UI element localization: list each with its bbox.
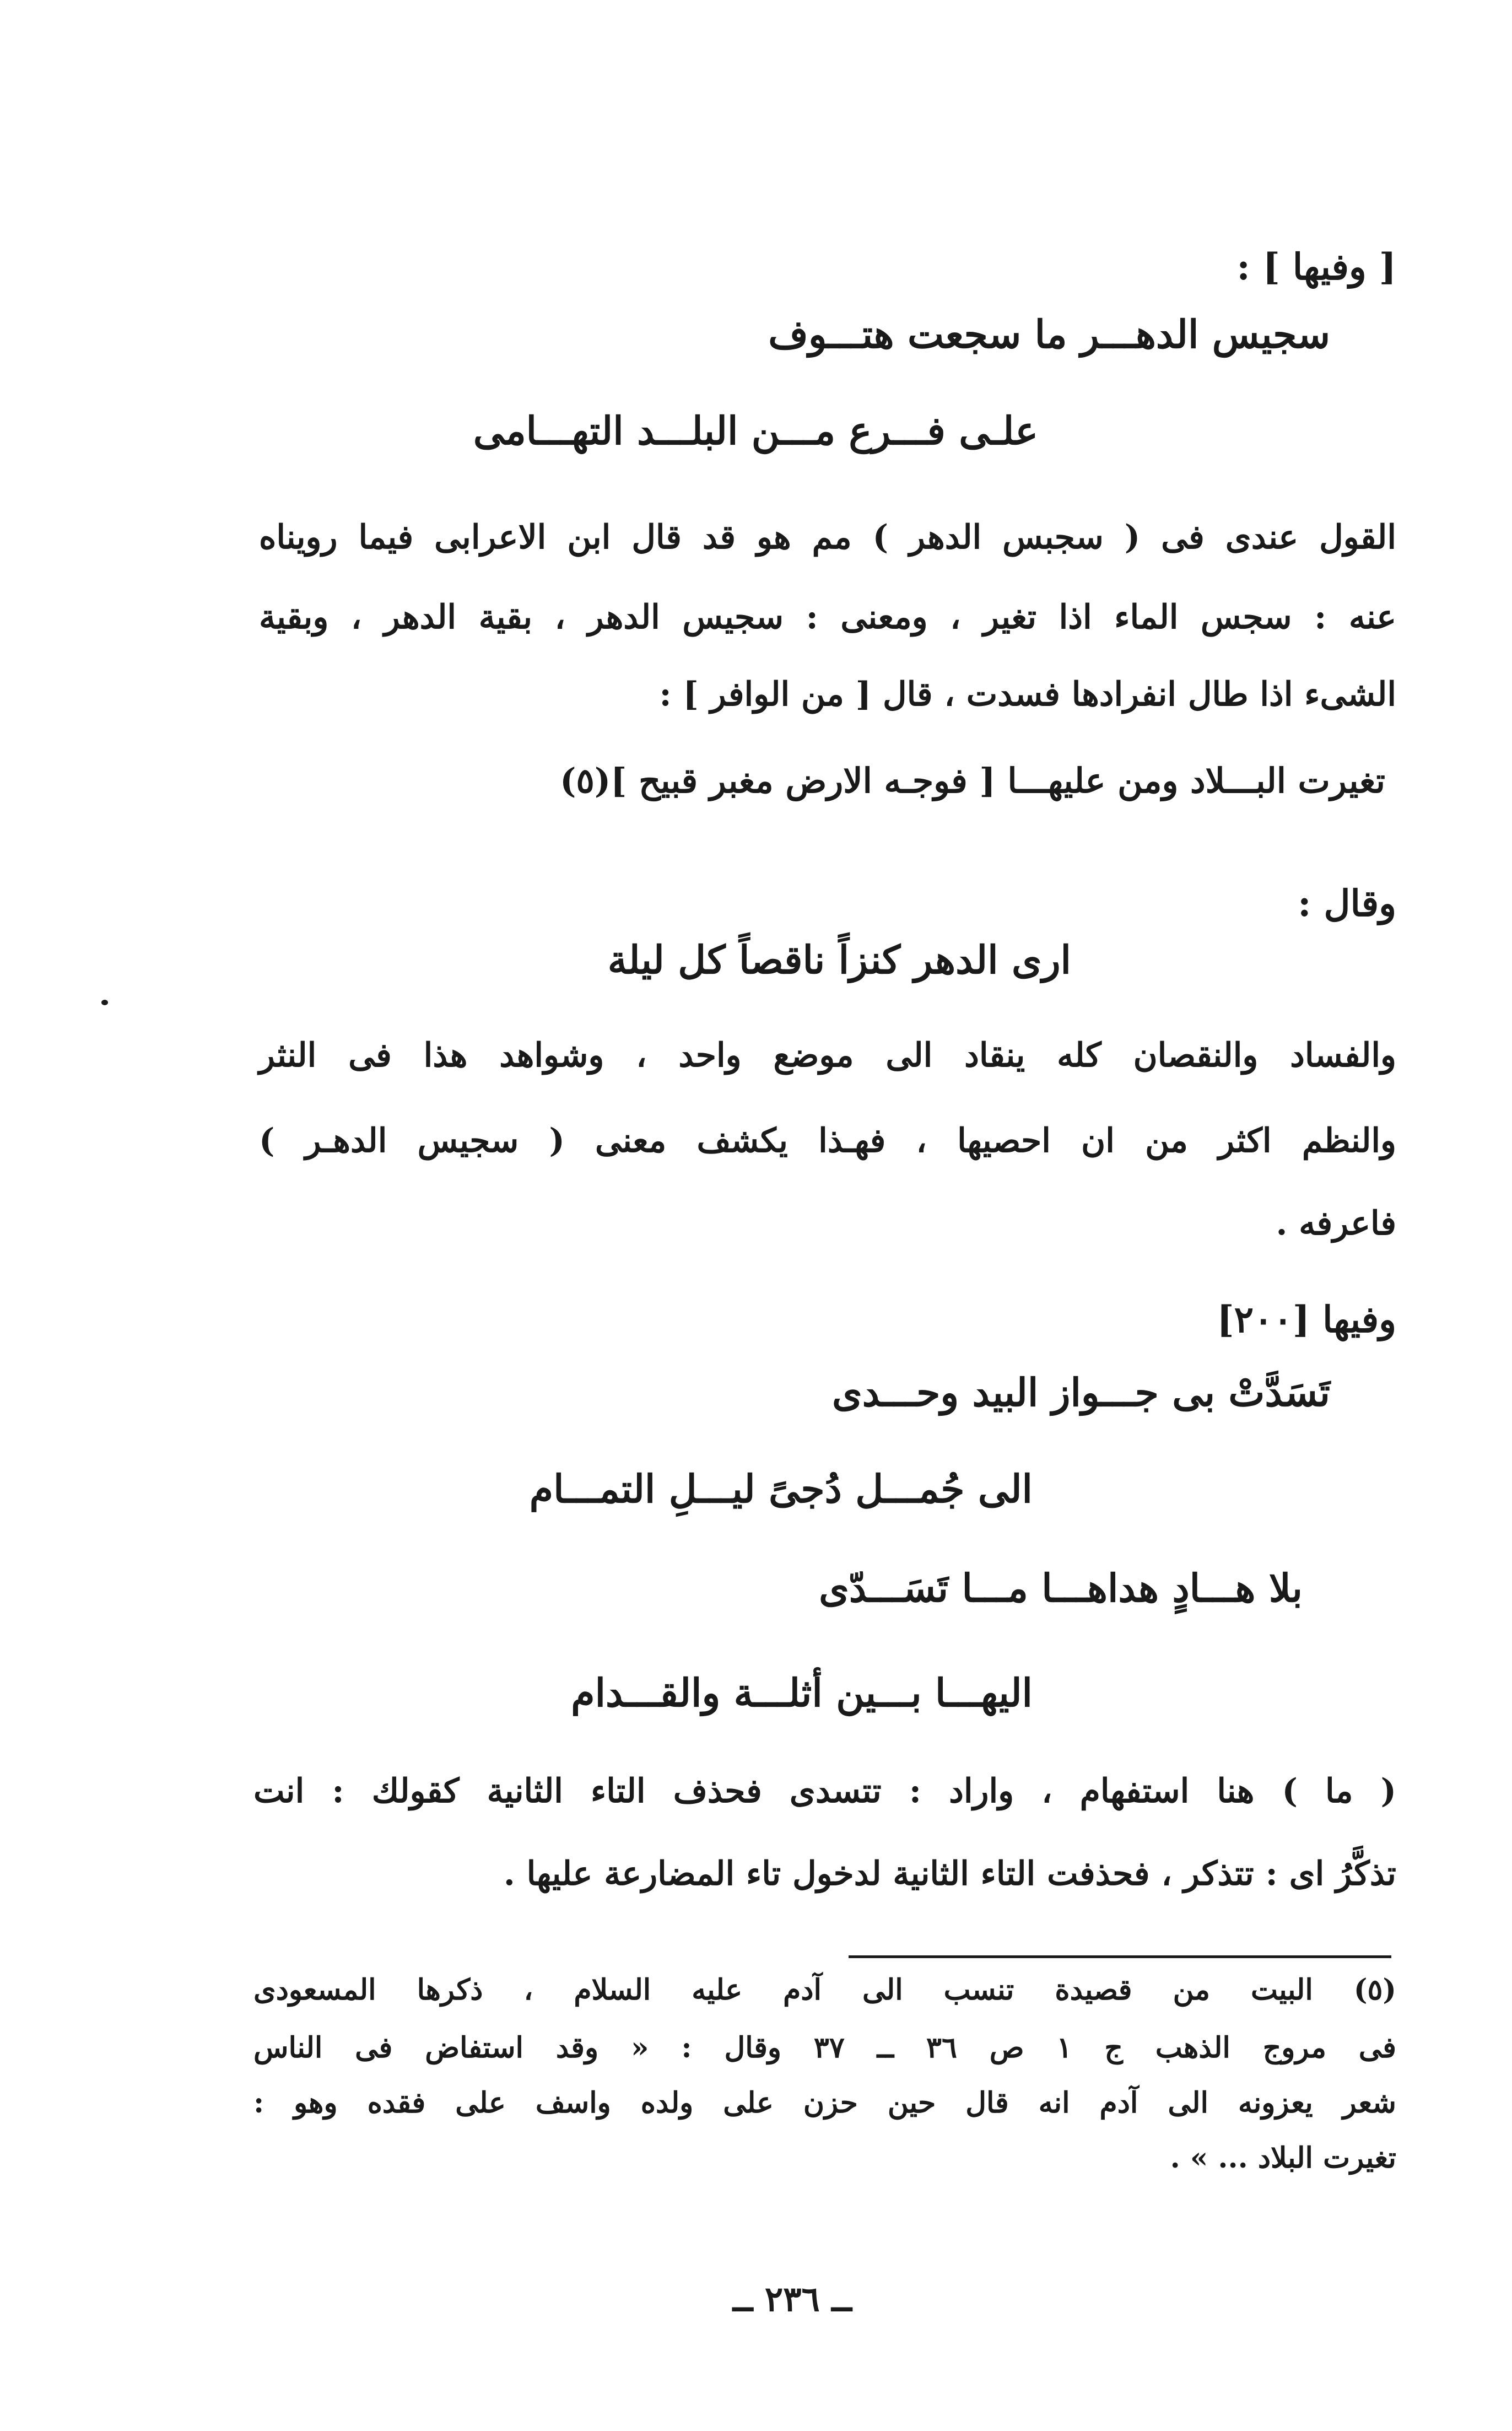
quoted-verse: تغيرت البـــلاد ومن عليهـــا [ فوجـه الارض مغبر قبيح ](٥): [560, 761, 1385, 801]
footnote-line: شعر يعزونه الى آدم انه قال حين حزن على ولده واسف على فقده وهو :: [253, 2086, 1396, 2120]
footnote-line: فى مروج الذهب ج ١ ص ٣٦ ــ ٣٧ وقال : « وقد استفاض فى الناس: [253, 2031, 1396, 2065]
paragraph-line: تذكَّرُ اى : تتذكر ، فحذفت التاء الثانية لدخول تاء المضارعة عليها .: [503, 1855, 1396, 1893]
paragraph-line: الشىء اذا طال انفرادها فسدت ، قال [ من الوافر ] :: [659, 675, 1396, 714]
footnote-line: تغيرت البلاد ... » .: [1170, 2141, 1396, 2175]
footnote-line: (٥) البيت من قصيدة تنسب الى آدم عليه السلام ، ذكرها المسعودى: [253, 1973, 1396, 2007]
verse-line: سجيس الدهـــر ما سجعت هتـــوف: [768, 311, 1330, 357]
verse-line: بلا هـــادٍ هداهـــا مـــا تَسَـــدّى: [819, 1565, 1303, 1611]
verse-line: اليهـــا بـــين أثلـــة والقـــدام: [571, 1670, 1033, 1716]
verse-line: تَسَدَّتْ بى جـــواز البيد وحـــدى: [832, 1370, 1330, 1415]
paragraph-line: والنظم اكثر من ان احصيها ، فهـذا يكشف معنى ( سجيس الدهـر ): [259, 1122, 1396, 1160]
paragraph-line: ( ما ) هنا استفهام ، واراد : تتسدى فحذف التاء الثانية كقولك : انت: [253, 1772, 1396, 1810]
footnote-separator: [849, 1955, 1391, 1958]
section-heading: [ وفيها ] :: [1236, 245, 1396, 288]
verse-line: علـى فـــرع مـــن البلـــد التهـــامى: [473, 408, 1038, 454]
verse-line: ارى الدهر كنزاً ناقصاً كل ليلة: [607, 937, 1071, 983]
page-number: ــ ٢٣٦ ــ: [733, 2279, 852, 2319]
verse-line: الى جُمـــل دُجىً ليـــلِ التمـــام: [529, 1466, 1033, 1512]
paragraph-line: عنه : سجس الماء اذا تغير ، ومعنى : سجيس الدهر ، بقية الدهر ، وبقية: [259, 598, 1396, 637]
paragraph-line: القول عندى فى ( سجبس الدهر ) مم هو قد قال ابن الاعرابى فيما رويناه: [259, 518, 1397, 557]
section-heading: وفيها [٢٠٠]: [1217, 1298, 1396, 1341]
section-heading: وقال :: [1298, 882, 1396, 925]
paragraph-line: فاعرفه .: [1276, 1204, 1396, 1243]
ink-speck: [101, 1000, 108, 1005]
paragraph-line: والفساد والنقصان كله ينقاد الى موضع واحد ، وشواهد هذا فى النثر: [259, 1036, 1396, 1075]
